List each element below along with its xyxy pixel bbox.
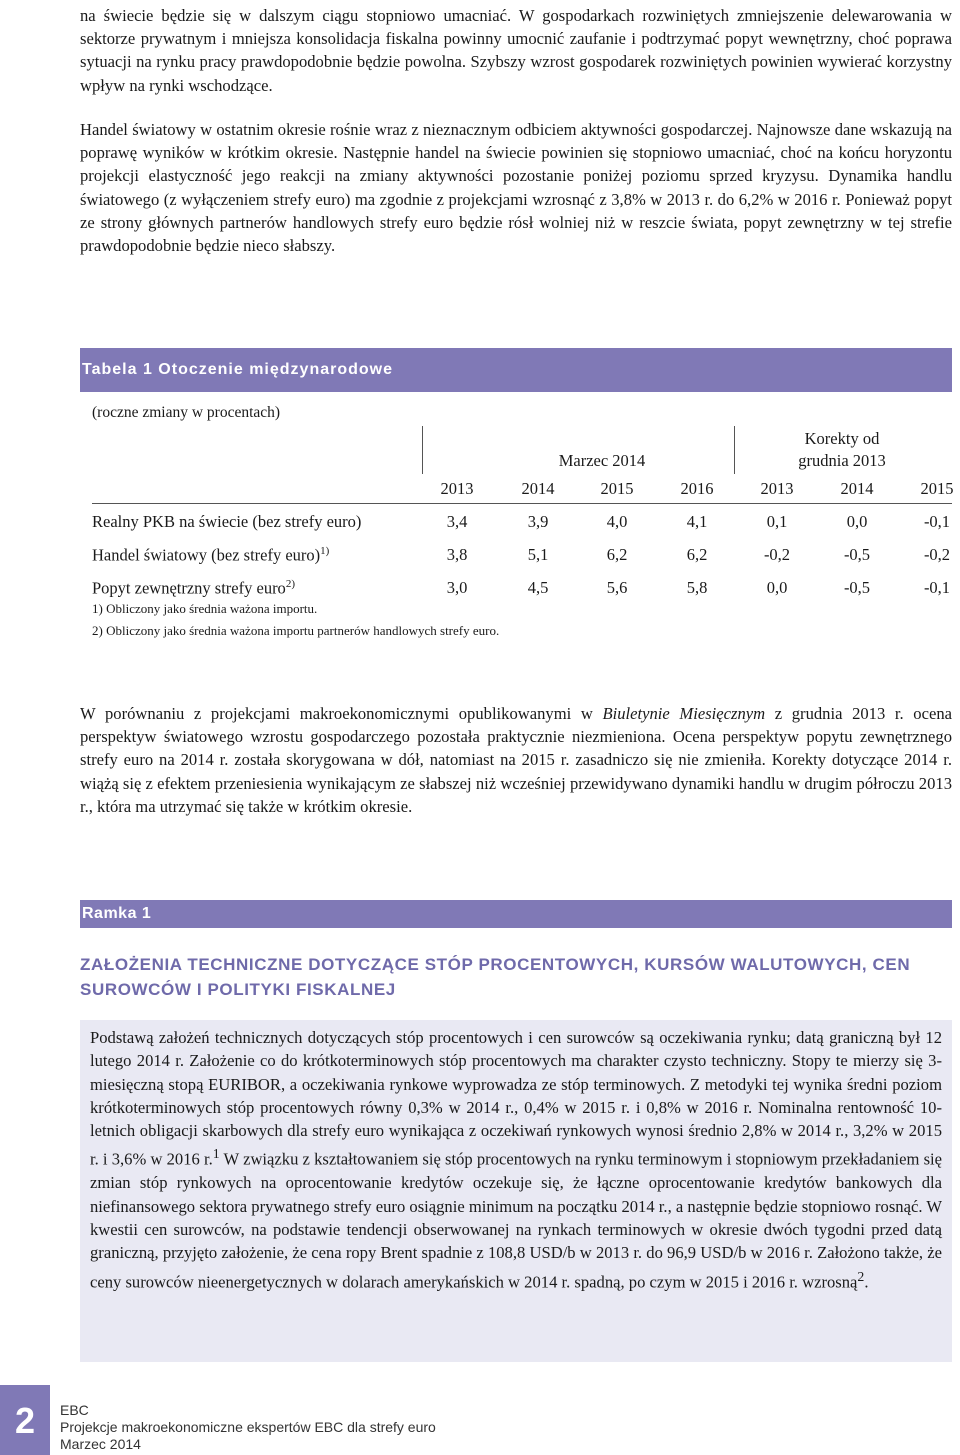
table-cell: 5,6: [606, 578, 628, 597]
table-row-label: [92, 578, 295, 599]
box-text-part2: W związku z kształtowaniem się stóp procentowych na rynku terminowym i stopniowym przekładaniem się zmian stóp rynkowych na oprocentowanie kredytów oczekuje się, że łączne oprocentowanie kredytów bankowych dla niefinansowego sektora prywatnego strefy euro osiągnie minimum na początku 2014 r., a następnie będzie stopniowo rosnąć. W kwestii cen surowców, na podstawie tendencji obserwowanej na rynkach terminowych w okresie dwóch tygodni przed datą graniczną, przyjęto założenie, że cena ropy Brent spadnie z 108,8 USD/b w 2013 r. do 96,9 USD/b w 2016 r. Założono także, że ceny surowców nieenergetycznych w dolarach amerykańskich w 2014 r. spadną, po czym w 2015 i 2016 r. wzrosną: [90, 1150, 942, 1292]
table-group-header-corrections-1: Korekty od: [804, 429, 880, 448]
table-footnote-1: 1) Obliczony jako średnia ważona importu.: [92, 601, 318, 616]
table-cell: -0,5: [843, 578, 871, 597]
box-text: [80, 1020, 952, 1362]
table-cell: 4,5: [527, 578, 549, 597]
table-year-header: 2016: [680, 479, 714, 498]
table-row-label-text: Popyt zewnętrzny strefy euro: [92, 578, 286, 598]
table-cell: 4,1: [686, 512, 708, 531]
comparison-rest: z grudnia 2013 r. ocena perspektyw światowego wzrostu gospodarczego pozostała praktycznie niezmieniona. Ocena perspektyw popytu zewnętrznego strefy euro na 2014 r. została skorygowana w dół, natomiast na 2015 r. zasadniczo się nie zmieniła. Korekty dotyczące 2014 r. wiążą się z efektem przeniesienia wynikającym ze słabszej niż wcześniej przewidywano dynamiki handlu w drugim półroczu 2013 r., która ma utrzymać się także w krótkim okresie.: [80, 704, 952, 816]
table-cell: 3,9: [527, 512, 549, 531]
box-text-part1: Podstawą założeń technicznych dotyczących stóp procentowych i cen surowców są oczekiwania rynku; datą graniczną był 12 lutego 2014 r. Założenie co do krótkoterminowych stóp procentowych ma charakter czysto techniczny. Stopy te mierzy się 3-miesięczną stopą EURIBOR, a oczekiwania rynkowe wyprowadza ze stóp terminowych. Z metodyki tej wynika średni poziom krótkoterminowych stóp procentowych równy 0,3% w 2014 r., 0,4% w 2015 r. i 0,8% w 2016 r. Nominalna rentowność 10-letnich obligacji skarbowych dla strefy euro wynikająca z oczekiwań rynkowych wynosi średnio 2,8% w 2014 r., 3,2% w 2015 r. i 3,6% w 2016 r.: [90, 1028, 942, 1170]
table-cell: -0,5: [843, 545, 871, 564]
box-label-band: [80, 900, 952, 928]
table-cell: -0,2: [763, 545, 791, 564]
table-row-label-text: Handel światowy (bez strefy euro): [92, 545, 321, 565]
table-group-header-corrections-2: grudnia 2013: [798, 451, 886, 470]
table-cell: 5,1: [527, 545, 549, 564]
footer-line-2: Projekcje makroekonomiczne ekspertów EBC dla strefy euro: [60, 1419, 436, 1435]
table-cell: -0,2: [923, 545, 951, 564]
table-year-header: 2015: [600, 479, 634, 498]
table-row-footnote-ref: 2): [285, 578, 295, 590]
table-row-label: [92, 512, 361, 532]
box-title: ZAŁOŻENIA TECHNICZNE DOTYCZĄCE STÓP PROCENTOWYCH, KURSÓW WALUTOWYCH, CEN SUROWCÓW I POLITYKI FISKALNEJ: [80, 955, 911, 999]
table-row-label: [92, 545, 329, 566]
table-header-rule: [92, 503, 952, 504]
table-row-footnote-ref: 1): [320, 545, 330, 557]
table-cell: -0,1: [923, 512, 951, 531]
table-cell: 5,8: [686, 578, 708, 597]
table-year-header: 2014: [521, 479, 555, 498]
table-title: Tabela 1 Otoczenie międzynarodowe: [82, 361, 393, 378]
table-year-header: 2013: [760, 479, 794, 498]
footer-line-1: EBC: [60, 1402, 89, 1418]
table-footnote-2: 2) Obliczony jako średnia ważona importu partnerów handlowych strefy euro.: [92, 623, 500, 638]
table-unit-note: (roczne zmiany w procentach): [92, 404, 281, 421]
page-number: 2: [14, 1400, 36, 1441]
table-cell: -0,1: [923, 578, 951, 597]
table-cell: 6,2: [686, 545, 708, 564]
table-cell: 0,0: [766, 578, 788, 597]
table-cell: 6,2: [606, 545, 628, 564]
comparison-italic: Biuletynie Miesięcznym: [602, 704, 766, 723]
table-year-header: 2014: [840, 479, 874, 498]
table-divider-left: [422, 426, 423, 474]
table-cell: 3,8: [446, 545, 468, 564]
table-divider-right: [734, 426, 735, 474]
box-footnote-ref-1: 1: [212, 1146, 220, 1162]
table-year-header: 2015: [920, 479, 954, 498]
comparison-lead: W porównaniu z projekcjami makroekonomicznymi opublikowanymi w: [80, 704, 603, 723]
intro-paragraph-1: na świecie będzie się w dalszym ciągu stopniowo umacniać. W gospodarkach rozwiniętych zmniejszenie delewarowania w sektorze prywatnym i mniejsza konsolidacja fiskalna powinny umocnić zaufanie i podtrzymać popyt wewnętrzny, choć poprawa sytuacji na rynku pracy prawdopodobnie będzie powolna. Szybszy wzrost gospodarek rozwiniętych powinien wywierać korzystny wpływ na rynki wschodzące.: [80, 6, 952, 95]
table-cell: 3,4: [446, 512, 468, 531]
footer-line-3: Marzec 2014: [60, 1436, 141, 1452]
table-cell: 3,0: [446, 578, 468, 597]
box-text-end: .: [864, 1272, 869, 1292]
table-cell: 4,0: [606, 512, 628, 531]
table-cell: 0,0: [846, 512, 868, 531]
table-cell: 0,1: [766, 512, 788, 531]
table-title-band: [80, 348, 952, 392]
box-footnote-ref-2: 2: [857, 1268, 865, 1284]
comparison-paragraph: [80, 702, 952, 818]
intro-paragraph-2: Handel światowy w ostatnim okresie rośnie wraz z nieznacznym odbiciem aktywności gospodarczej. Najnowsze dane wskazują na poprawę wyników w krótkim okresie. Następnie handel na świecie powinien się stopniowo umacniać, choć na końcu horyzontu projekcji elastyczność jego reakcji na zmiany aktywności pozostanie poniżej poziomu sprzed kryzysu. Dynamika handlu światowego (z wyłączeniem strefy euro) ma zgodnie z projekcjami wzrosnąć z 3,8% w 2013 r. do 6,2% w 2016 r. Ponieważ popyt ze strony głównych partnerów handlowych strefy euro będzie rósł wolniej niż w reszcie świata, popyt zewnętrzny w tej strefie prawdopodobnie będzie nieco słabszy.: [80, 120, 952, 256]
table-year-header: 2013: [440, 479, 474, 498]
table-group-header-march: Marzec 2014: [558, 451, 646, 470]
table-row-label-text: Realny PKB na świecie (bez strefy euro): [92, 512, 362, 531]
box-label: Ramka 1: [82, 905, 152, 922]
